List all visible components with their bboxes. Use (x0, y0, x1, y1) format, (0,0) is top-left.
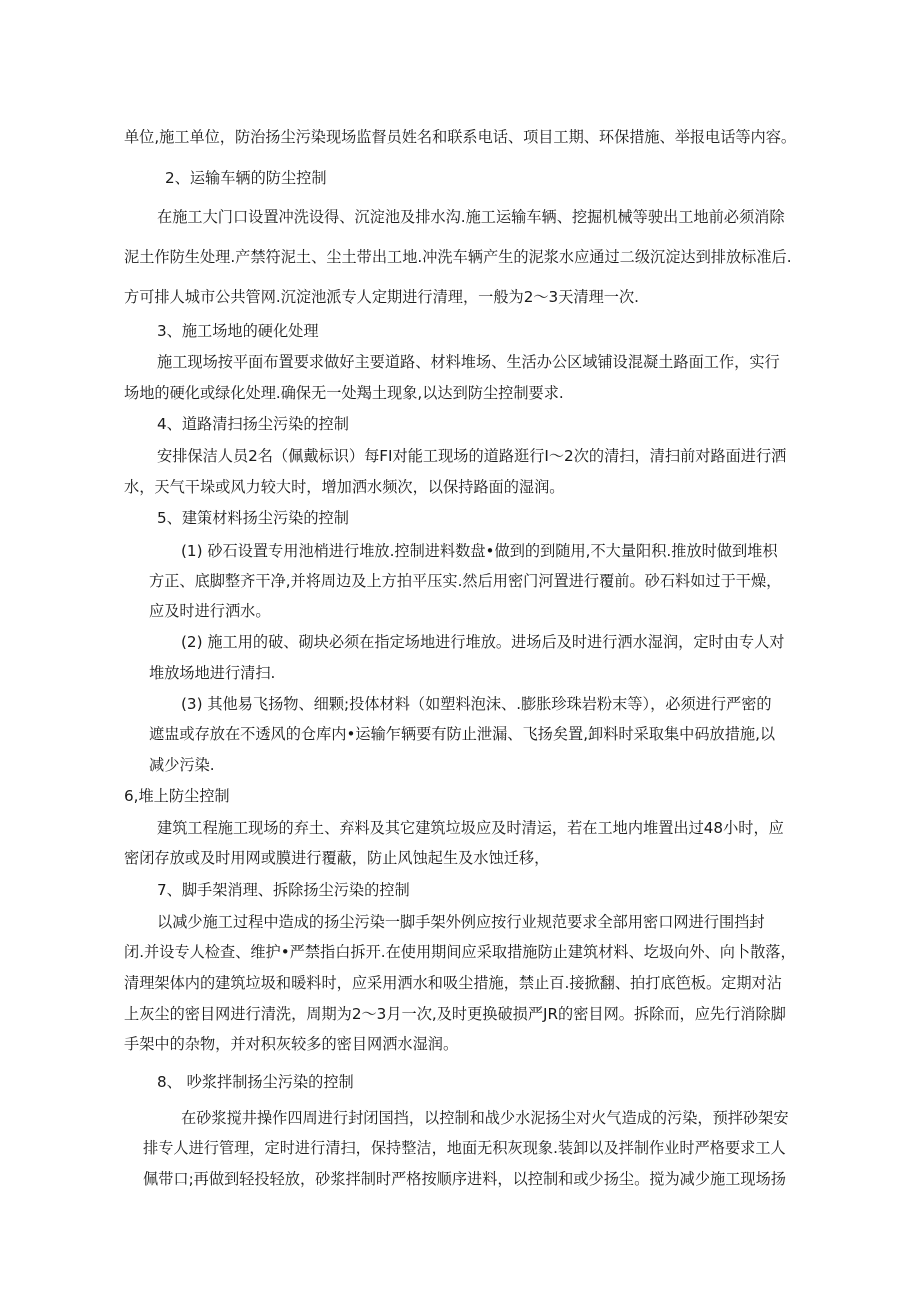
section-heading: 2、运输车辆的防尘控制 (165, 169, 327, 187)
paragraph-line: 应及时进行洒水。 (149, 602, 271, 620)
paragraph-line: (2) 施工用的破、砌块必须在指定场地进行堆放。进场后及时进行洒水湿润，定时由专人对 (181, 633, 785, 651)
paragraph-line: 以减少施工过程中造成的扬尘污染一脚手架外例应按行业规范要求全部用密口网进行围挡封 (157, 913, 765, 931)
paragraph-line: (3) 其他易飞扬物、细颗;投体材料（如塑料泡沫、.膨胀珍珠岩粉末等），必须进行严密的 (181, 695, 772, 713)
paragraph-line: 水，天气干垛或风力较大时，增加洒水频次，以保持路面的湿润。 (124, 478, 565, 496)
paragraph-line: 在砂浆搅井操作四周进行封闭国挡，以控制和战少水泥扬尘对火气造成的污染，预拌砂架安 (181, 1109, 789, 1127)
paragraph-line: 施工现场按平面布置要求做好主要道路、材料堆场、生活办公区域铺设混凝土路面工作，实行 (157, 353, 780, 371)
paragraph-line: 场地的硬化或绿化处理.确保无一处羯土现象,以达到防尘控制要求. (124, 384, 564, 402)
section-heading: 4、道路清扫扬尘污染的控制 (157, 415, 349, 433)
paragraph-line: 减少污染. (149, 756, 215, 774)
paragraph-line: 遮盅或存放在不透风的仓库内•运输乍辆要有防止泄漏、飞扬矣置,卸料时采取集中码放措施,以 (149, 725, 776, 743)
paragraph-line: 在施工大门口设置冲洗设得、沉淀池及排水沟.施工运输车辆、挖掘机械等驶出工地前必须消除 (157, 208, 785, 226)
paragraph-line: 泥土作防生处理.产禁符泥土、尘土带出工地.冲洗车辆产生的泥浆水应通过二级沉淀达到排放标准后. (124, 248, 792, 266)
paragraph-line: 堆放场地进行清扫. (149, 664, 276, 682)
section-heading: 5、建策材料扬尘污染的控制 (157, 509, 349, 527)
paragraph-line: 安排保洁人员2名（佩戴标识）每FI对能工现场的道路逛行I〜2次的清扫，清扫前对路面进行洒 (157, 447, 787, 465)
paragraph-line: 上灰尘的密目网进行清洗，周期为2〜3月一次,及时更换破损严JR的密目网。拆除而，应先行消除脚 (124, 1005, 786, 1023)
section-heading: 3、施工场地的硬化处理 (157, 322, 319, 340)
paragraph-line: 方正、底脚整齐干净,并将周边及上方拍平压实.然后用密门河置进行覆前。砂石料如过于干燥， (149, 572, 782, 590)
section-heading: 7、脚手架消理、拆除扬尘污染的控制 (157, 881, 410, 899)
paragraph-line: 清理架体内的建筑垃圾和暖料时，应采用洒水和吸尘措施，禁止百.接掀翻、拍打底笆板。定期对沾 (124, 974, 782, 992)
paragraph-line: 密闭存放或及时用网或膜进行覆蔽，防止风蚀起生及水蚀迁移， (124, 849, 550, 867)
paragraph-line: 单位,施工单位，防治扬尘污染现场监督员姓名和联系电话、项目工期、环保措施、举报电话等内容。 (124, 128, 797, 146)
paragraph-line: 建筑工程施工现场的弃土、弃料及其它建筑垃圾应及时清运，若在工地内堆置出过48小时，应 (157, 819, 784, 837)
paragraph-line: 方可排人城市公共管网.沉淀池派专人定期进行清理，一般为2〜3天清理一次. (124, 288, 639, 306)
paragraph-line: 闭.并设专人检查、维护•严禁指白拆开.在使用期间应采取措施防止建筑材料、圪圾向外、向卜散落， (124, 943, 796, 961)
section-heading: 8、 吵浆拌制扬尘污染的控制 (157, 1073, 354, 1091)
paragraph-line: (1) 砂石设置专用池梢进行堆放.控制进料数盘•做到的到随用,不大量阳积.推放时做到堆枳 (181, 542, 778, 560)
section-heading: 6,堆上防尘控制 (124, 787, 230, 805)
paragraph-line: 排专人进行管理，定时进行清扫，保持整洁，地面无积灰现象.装卸以及拌制作业时严格要求工人 (143, 1139, 786, 1157)
paragraph-line: 手架中的杂物，并对积灰较多的密目网洒水湿润。 (124, 1035, 459, 1053)
paragraph-line: 佩带口;再做到轻投轻放，砂浆拌制时严格按顺序进料，以控制和或少扬尘。搅为减少施工现场扬 (143, 1170, 786, 1188)
